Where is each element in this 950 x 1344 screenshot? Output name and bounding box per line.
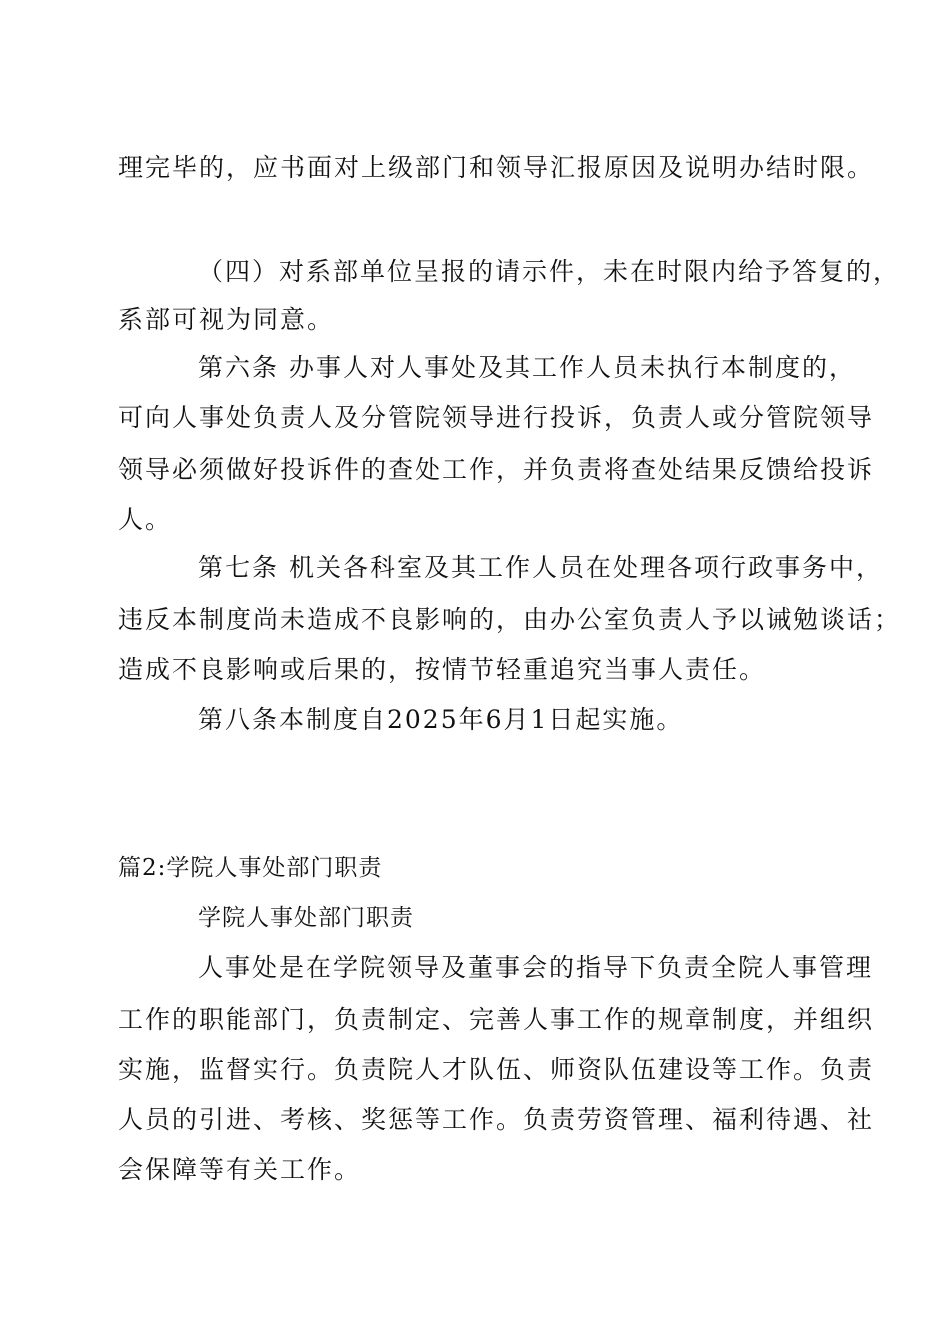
paragraph-line: 人事处是在学院领导及董事会的指导下负责全院人事管理 (198, 953, 874, 982)
section-heading: 篇2:学院人事处部门职责 (118, 855, 383, 881)
paragraph-line: 实施，监督实行。负责院人才队伍、师资队伍建设等工作。负责 (118, 1055, 875, 1084)
paragraph-line: 造成不良影响或后果的，按情节轻重追究当事人责任。 (118, 655, 767, 684)
paragraph-line: 人员的引进、考核、奖惩等工作。负责劳资管理、福利待遇、社 (118, 1105, 875, 1134)
paragraph-line: 工作的职能部门，负责制定、完善人事工作的规章制度，并组织 (118, 1005, 875, 1034)
paragraph-line: （四）对系部单位呈报的请示件，未在时限内给予答复的， (198, 257, 901, 286)
paragraph-line: 领导必须做好投诉件的查处工作，并负责将查处结果反馈给投诉 (118, 455, 875, 484)
article-seven-line: 第七条 机关各科室及其工作人员在处理各项行政事务中， (198, 553, 883, 582)
paragraph-line: 理完毕的，应书面对上级部门和领导汇报原因及说明办结时限。 (118, 153, 875, 182)
paragraph-line: 系部可视为同意。 (118, 305, 335, 334)
article-six-line: 第六条 办事人对人事处及其工作人员未执行本制度的， (198, 353, 856, 382)
paragraph-line: 可向人事处负责人及分管院领导进行投诉，负责人或分管院领导 (118, 403, 875, 432)
paragraph-line: 违反本制度尚未造成不良影响的，由办公室负责人予以诫勉谈话； (118, 605, 902, 634)
section-subheading: 学院人事处部门职责 (198, 905, 414, 931)
paragraph-line: 人。 (118, 505, 173, 534)
article-eight-line: 第八条本制度自2025年6月1日起实施。 (198, 705, 684, 734)
paragraph-line: 会保障等有关工作。 (118, 1155, 362, 1184)
